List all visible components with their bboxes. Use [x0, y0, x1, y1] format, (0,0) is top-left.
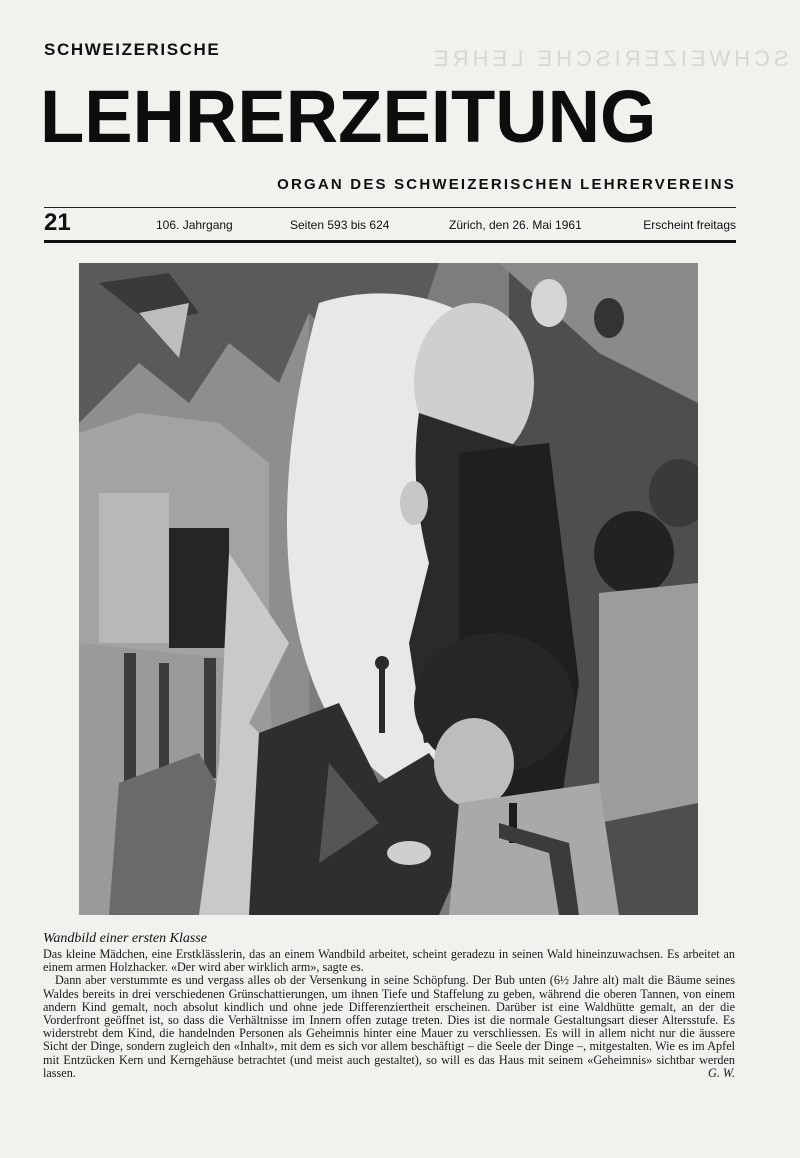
- issue-place-date: Zürich, den 26. Mai 1961: [449, 218, 582, 232]
- masthead-kicker: SCHWEIZERISCHE: [44, 40, 221, 59]
- issue-bar: [44, 209, 736, 239]
- bleed-through-text: SCHWEIZERISCHE LEHRE: [430, 46, 789, 71]
- issue-number: 21: [44, 209, 71, 236]
- caption-body: [43, 948, 735, 1080]
- caption-signature: G. W.: [708, 1065, 735, 1080]
- caption-title: Wandbild einer ersten Klasse: [43, 931, 207, 946]
- masthead-title: LEHRERZEITUNG: [40, 75, 657, 158]
- issue-volume: 106. Jahrgang: [156, 218, 233, 232]
- caption-paragraph-1: Das kleine Mädchen, eine Erstklässlerin, das an einem Wandbild arbeitet, scheint geradezu in seinen Wald hineinzuwachsen. Es arbeitet an einem armen Holzhacker. «Der wird aber wirklich arm», sagte es.: [43, 947, 735, 975]
- caption-paragraph-2-text: Dann aber verstummte es und vergass alles ob der Versenkung in seine Schöpfung. Der Bub unten (6½ Jahre alt) malt die Bäume seines Waldes bereits in drei verschiedenen Grünschattierungen, um ihnen Tiefe und Staffelung zu geben, während die oberen Tannen, von einem andern Kind gemalt, noch absolut kindlich und ohne jede Differenziertheit erscheinen. Darüber ist eine Waldhütte gemalt, an der die Vorderfront geöffnet ist, so dass die Verhältnisse im Innern offen zutage treten. Dies ist die normale Gestaltungsart dieser Altersstufe. Es widerstrebt dem Kind, die handelnden Personen als Geheimnis hinter eine Mauer zu verschliessen. Es will in allem nicht nur die äussere Sicht der Dinge, sondern zugleich den «Inhalt», mit dem es sich vor allem beschäftigt – die Seele der Dinge –, mitgestalten. Wie es im Apfel mit Entzücken Kern und Kerngehäuse betrachtet (und meist auch gestaltet), so will es das Haus mit seinem «Geheimnis» sichtbar werden lassen.: [43, 973, 735, 1080]
- top-rule: [44, 207, 736, 208]
- caption-paragraph-2: [43, 974, 735, 1080]
- masthead-subtitle: ORGAN DES SCHWEIZERISCHEN LEHRERVEREINS: [277, 176, 736, 193]
- issue-pages: Seiten 593 bis 624: [290, 218, 390, 232]
- children-painting-mural-photo: [79, 263, 698, 915]
- bottom-rule: [44, 240, 736, 243]
- issue-frequency: Erscheint freitags: [643, 218, 736, 232]
